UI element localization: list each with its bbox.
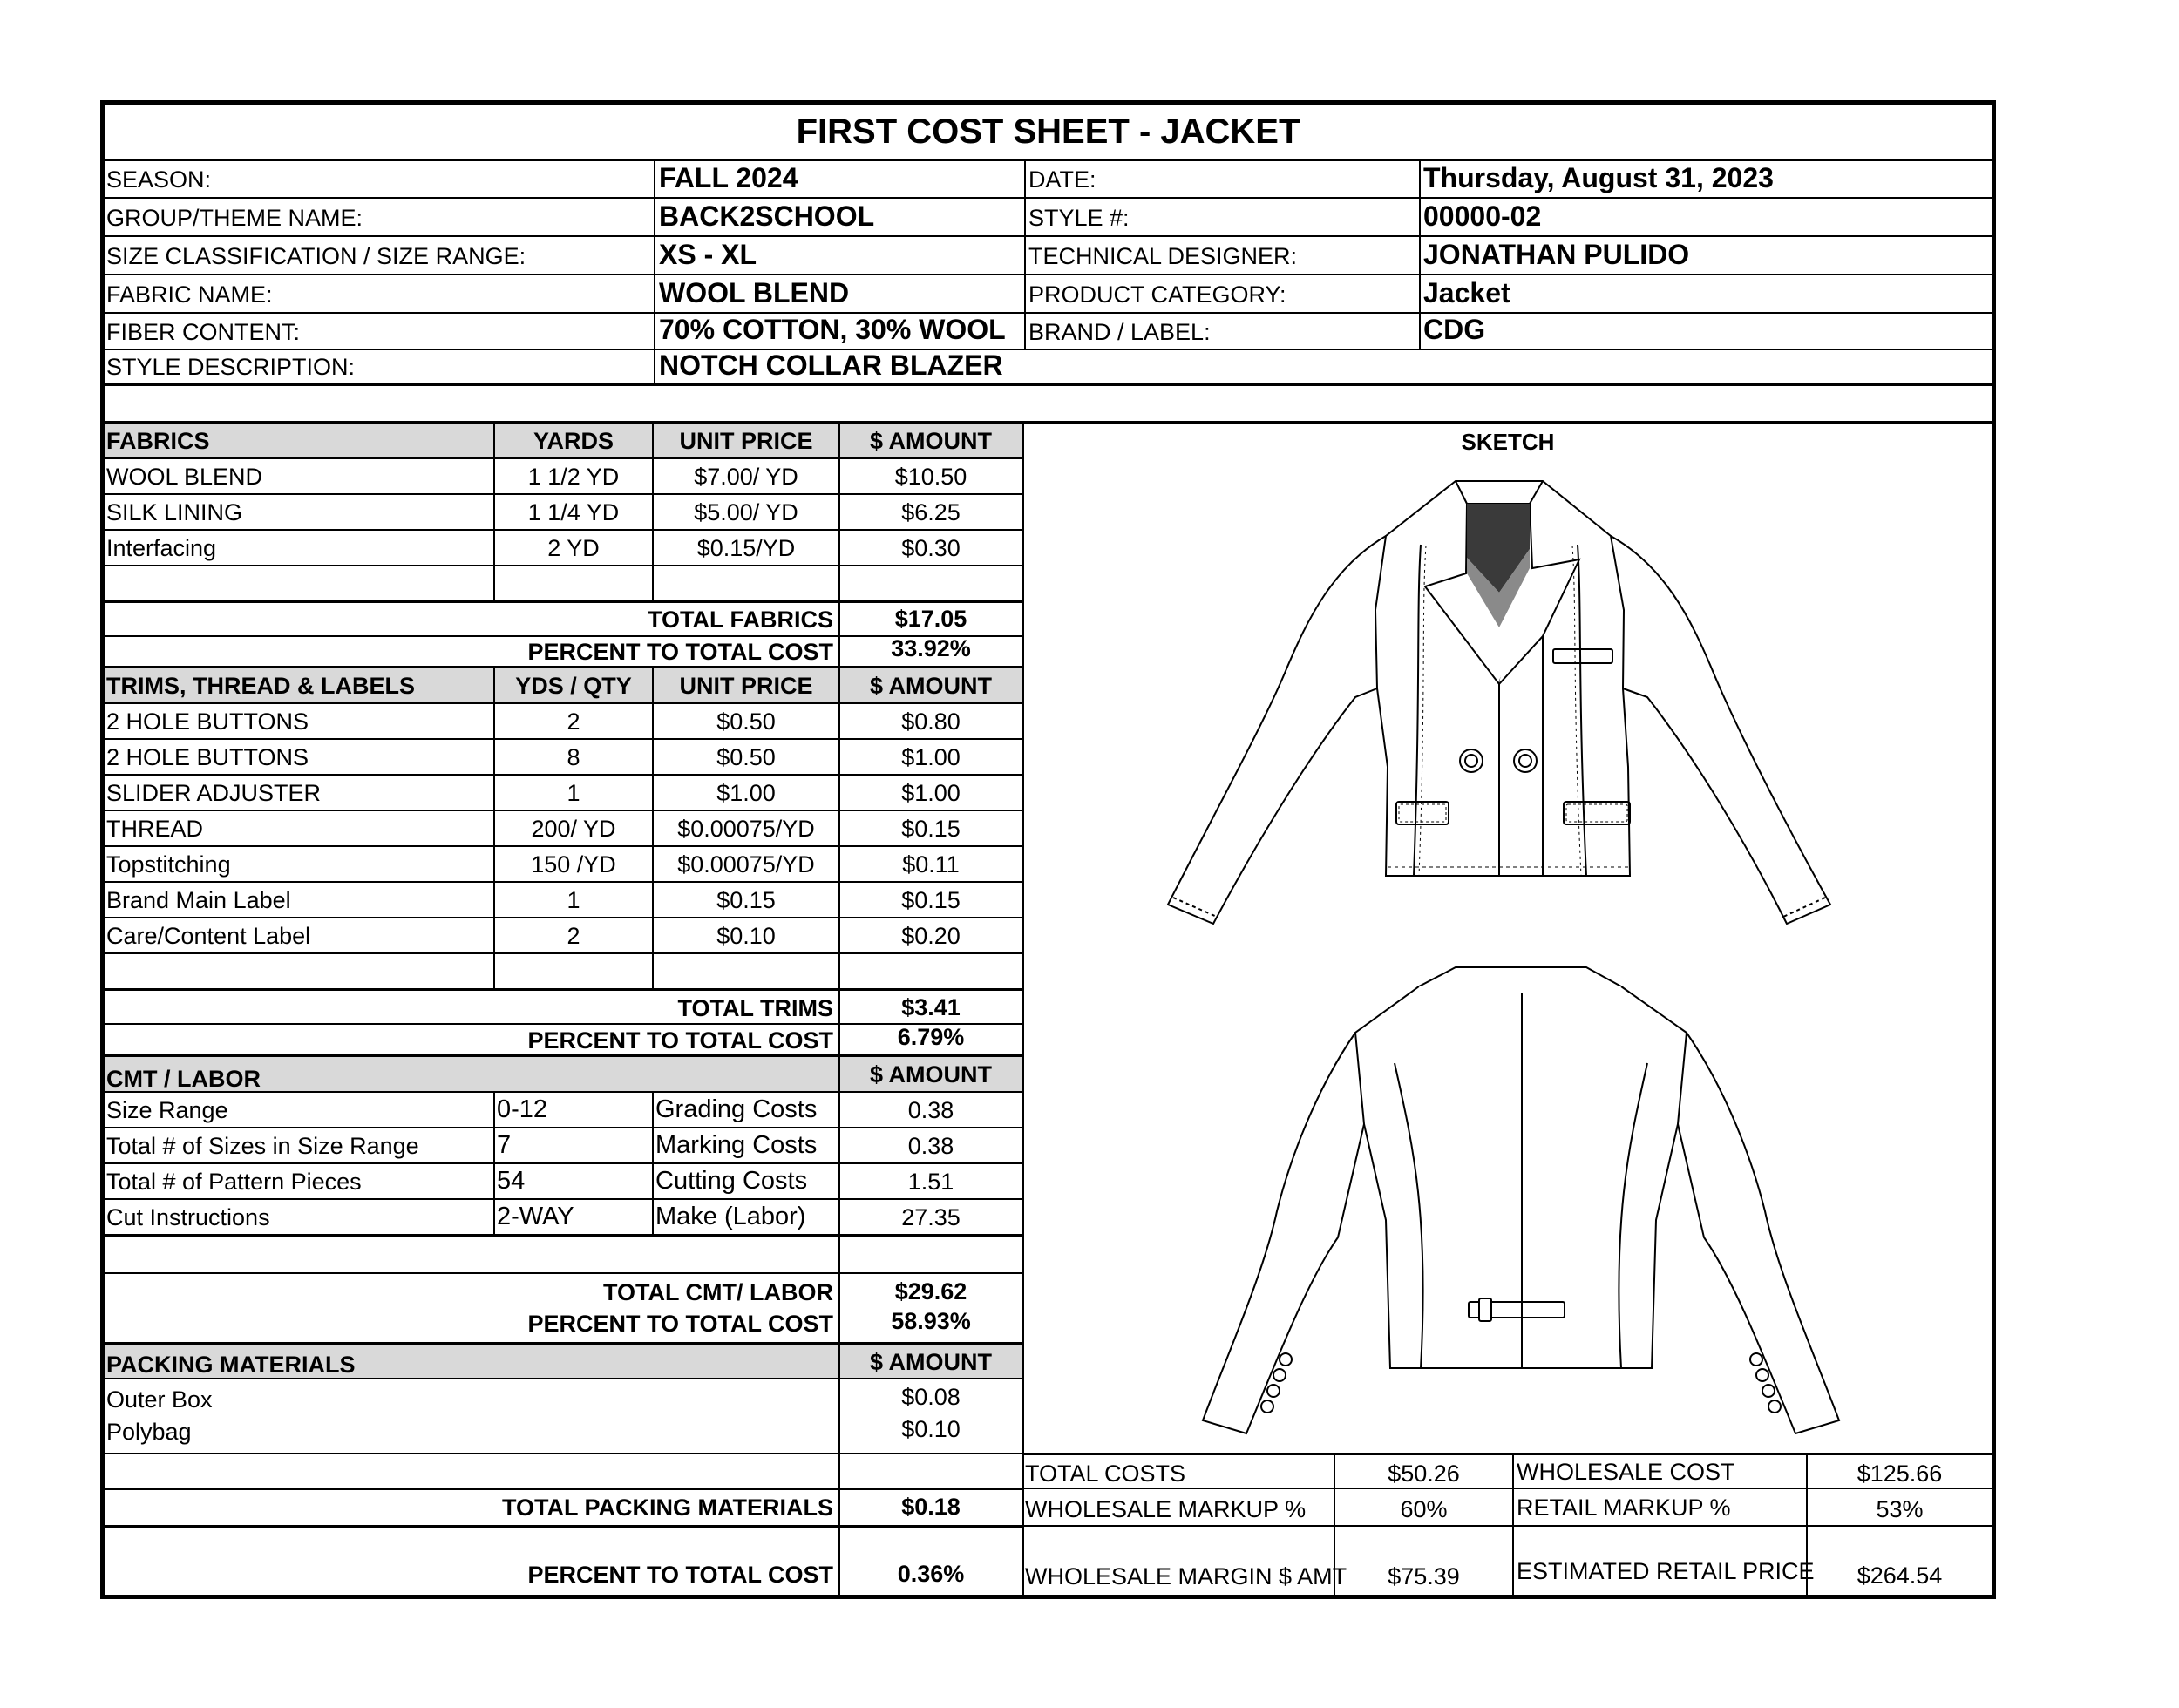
- table-cell: 200/ YD: [531, 816, 616, 842]
- retail-markup-label: RETAIL MARKUP %: [1517, 1494, 1731, 1521]
- table-cell: $0.20: [901, 923, 961, 949]
- table-cell: $0.30: [901, 535, 961, 561]
- retail-price-value: $264.54: [1857, 1562, 1943, 1589]
- product-category-value: Jacket: [1423, 277, 1510, 308]
- table-row: Brand Main Label: [106, 887, 291, 913]
- packing-percent-value: 0.36%: [897, 1561, 965, 1587]
- table-cell: $0.10: [716, 923, 776, 949]
- table-row: THREAD: [106, 816, 204, 842]
- jacket-front-sketch: [1133, 462, 1900, 950]
- table-row: Polybag: [106, 1419, 192, 1445]
- table-cell: $1.00: [901, 780, 961, 806]
- total-trims-label: TOTAL TRIMS: [677, 995, 833, 1021]
- table-cell: 150 /YD: [531, 851, 616, 878]
- table-cell: 8: [567, 744, 580, 770]
- table-cell: 1: [567, 887, 580, 913]
- style-number-value: 00000-02: [1423, 200, 1542, 232]
- cmt-amount-header: $ AMOUNT: [870, 1061, 992, 1088]
- style-description-value: NOTCH COLLAR BLAZER: [659, 349, 1003, 381]
- table-cell: $0.15/YD: [696, 535, 796, 561]
- trims-amount-header: $ AMOUNT: [870, 673, 992, 699]
- table-cell: $5.00/ YD: [694, 499, 798, 525]
- cmt-percent-label: PERCENT TO TOTAL COST: [527, 1311, 833, 1337]
- wholesale-markup-label: WHOLESALE MARKUP %: [1025, 1496, 1307, 1522]
- table-cell: $0.00075/YD: [677, 816, 815, 842]
- table-row: Size Range: [106, 1097, 228, 1123]
- packing-amount-header: $ AMOUNT: [870, 1349, 992, 1375]
- cmt-header: CMT / LABOR: [106, 1066, 261, 1092]
- table-cell: 0-12: [497, 1095, 548, 1123]
- table-cell: $0.80: [901, 708, 961, 735]
- table-cell: 1 1/4 YD: [527, 499, 620, 525]
- fabrics-header: FABRICS: [106, 428, 210, 454]
- packing-percent-label: PERCENT TO TOTAL COST: [527, 1562, 833, 1588]
- trims-percent-value: 6.79%: [897, 1024, 965, 1050]
- packing-header: PACKING MATERIALS: [106, 1352, 356, 1378]
- table-cell: 2: [567, 923, 580, 949]
- table-cell: $0.15: [716, 887, 776, 913]
- fabric-name-label: FABRIC NAME:: [106, 281, 273, 308]
- table-cell: $1.00: [901, 744, 961, 770]
- total-cmt-value: $29.62: [894, 1278, 967, 1305]
- table-cell: 2: [567, 708, 580, 735]
- total-costs-label: TOTAL COSTS: [1025, 1461, 1186, 1487]
- style-number-label: STYLE #:: [1028, 205, 1130, 231]
- table-cell: 2 YD: [547, 535, 600, 561]
- table-row: SLIDER ADJUSTER: [106, 780, 322, 806]
- table-row: Interfacing: [106, 535, 217, 561]
- product-category-label: PRODUCT CATEGORY:: [1028, 281, 1286, 308]
- table-cell: $0.15: [901, 816, 961, 842]
- sketch-label: SKETCH: [1461, 429, 1555, 455]
- table-cell: 0.38: [907, 1097, 954, 1123]
- table-cell: 7: [497, 1131, 512, 1159]
- table-cell: $0.08: [901, 1384, 961, 1410]
- table-cell: 1.51: [907, 1169, 954, 1195]
- retail-price-label: ESTIMATED RETAIL PRICE: [1517, 1558, 1815, 1584]
- table-cell: $0.15: [901, 887, 961, 913]
- wholesale-margin-label: WHOLESALE MARGIN $ AMT: [1025, 1563, 1347, 1589]
- table-cell: 27.35: [901, 1204, 961, 1230]
- fiber-content-value: 70% COTTON, 30% WOOL: [659, 314, 1006, 345]
- table-cell: 1 1/2 YD: [527, 464, 620, 490]
- table-cell: Marking Costs: [655, 1131, 818, 1159]
- wholesale-cost-label: WHOLESALE COST: [1517, 1459, 1735, 1485]
- trims-qty-header: YDS / QTY: [515, 673, 632, 699]
- total-fabrics-label: TOTAL FABRICS: [647, 607, 833, 633]
- table-cell: $1.00: [716, 780, 776, 806]
- cmt-percent-value: 58.93%: [891, 1308, 971, 1334]
- season-value: FALL 2024: [659, 162, 798, 193]
- total-packing-label: TOTAL PACKING MATERIALS: [502, 1494, 833, 1521]
- table-cell: $10.50: [894, 464, 967, 490]
- trims-percent-label: PERCENT TO TOTAL COST: [527, 1027, 833, 1054]
- group-theme-value: BACK2SCHOOL: [659, 200, 875, 232]
- total-costs-value: $50.26: [1388, 1461, 1460, 1487]
- table-row: Topstitching: [106, 851, 231, 878]
- table-cell: $0.50: [716, 708, 776, 735]
- table-row: Total # of Pattern Pieces: [106, 1169, 362, 1195]
- table-row: Care/Content Label: [106, 923, 311, 949]
- fabrics-percent-label: PERCENT TO TOTAL COST: [527, 639, 833, 665]
- page-title: FIRST COST SHEET - JACKET: [796, 112, 1300, 151]
- total-packing-value: $0.18: [901, 1494, 961, 1520]
- table-row: 2 HOLE BUTTONS: [106, 744, 309, 770]
- fabrics-yards-header: YARDS: [533, 428, 614, 454]
- table-row: Cut Instructions: [106, 1204, 270, 1230]
- table-cell: Make (Labor): [655, 1203, 806, 1230]
- jacket-back-sketch: [1133, 950, 1900, 1447]
- fabrics-percent-value: 33.92%: [891, 635, 971, 661]
- table-cell: $0.11: [902, 851, 960, 878]
- table-row: SILK LINING: [106, 499, 243, 525]
- total-trims-value: $3.41: [901, 994, 961, 1020]
- brand-label-value: CDG: [1423, 314, 1486, 345]
- wholesale-markup-value: 60%: [1400, 1496, 1448, 1522]
- table-cell: $0.10: [901, 1416, 961, 1442]
- retail-markup-value: 53%: [1876, 1496, 1924, 1522]
- table-cell: 54: [497, 1167, 526, 1195]
- fiber-content-label: FIBER CONTENT:: [106, 319, 301, 345]
- table-row: 2 HOLE BUTTONS: [106, 708, 309, 735]
- table-cell: 2-WAY: [497, 1203, 574, 1230]
- trims-header: TRIMS, THREAD & LABELS: [106, 673, 415, 699]
- date-label: DATE:: [1028, 166, 1096, 193]
- table-cell: $0.50: [716, 744, 776, 770]
- table-cell: 1: [567, 780, 580, 806]
- fabrics-amount-header: $ AMOUNT: [870, 428, 992, 454]
- table-cell: 0.38: [907, 1133, 954, 1159]
- technical-designer-value: JONATHAN PULIDO: [1423, 239, 1690, 270]
- table-cell: $7.00/ YD: [694, 464, 798, 490]
- group-theme-label: GROUP/THEME NAME:: [106, 205, 363, 231]
- fabrics-unit-price-header: UNIT PRICE: [679, 428, 813, 454]
- fabric-name-value: WOOL BLEND: [659, 277, 850, 308]
- total-fabrics-value: $17.05: [894, 606, 967, 632]
- table-row: WOOL BLEND: [106, 464, 263, 490]
- brand-label-label: BRAND / LABEL:: [1028, 319, 1211, 345]
- size-range-label: SIZE CLASSIFICATION / SIZE RANGE:: [106, 243, 526, 269]
- season-label: SEASON:: [106, 166, 212, 193]
- trims-unit-price-header: UNIT PRICE: [679, 673, 813, 699]
- total-cmt-label: TOTAL CMT/ LABOR: [603, 1279, 833, 1305]
- table-row: Outer Box: [106, 1386, 213, 1413]
- wholesale-cost-value: $125.66: [1857, 1461, 1943, 1487]
- style-description-label: STYLE DESCRIPTION:: [106, 354, 356, 380]
- table-cell: Cutting Costs: [655, 1167, 808, 1195]
- table-cell: $6.25: [901, 499, 961, 525]
- table-cell: Grading Costs: [655, 1095, 818, 1123]
- technical-designer-label: TECHNICAL DESIGNER:: [1028, 243, 1298, 269]
- table-cell: $0.00075/YD: [677, 851, 815, 878]
- size-range-value: XS - XL: [659, 239, 757, 270]
- table-row: Total # of Sizes in Size Range: [106, 1133, 419, 1159]
- wholesale-margin-value: $75.39: [1388, 1563, 1460, 1589]
- date-value: Thursday, August 31, 2023: [1423, 162, 1774, 193]
